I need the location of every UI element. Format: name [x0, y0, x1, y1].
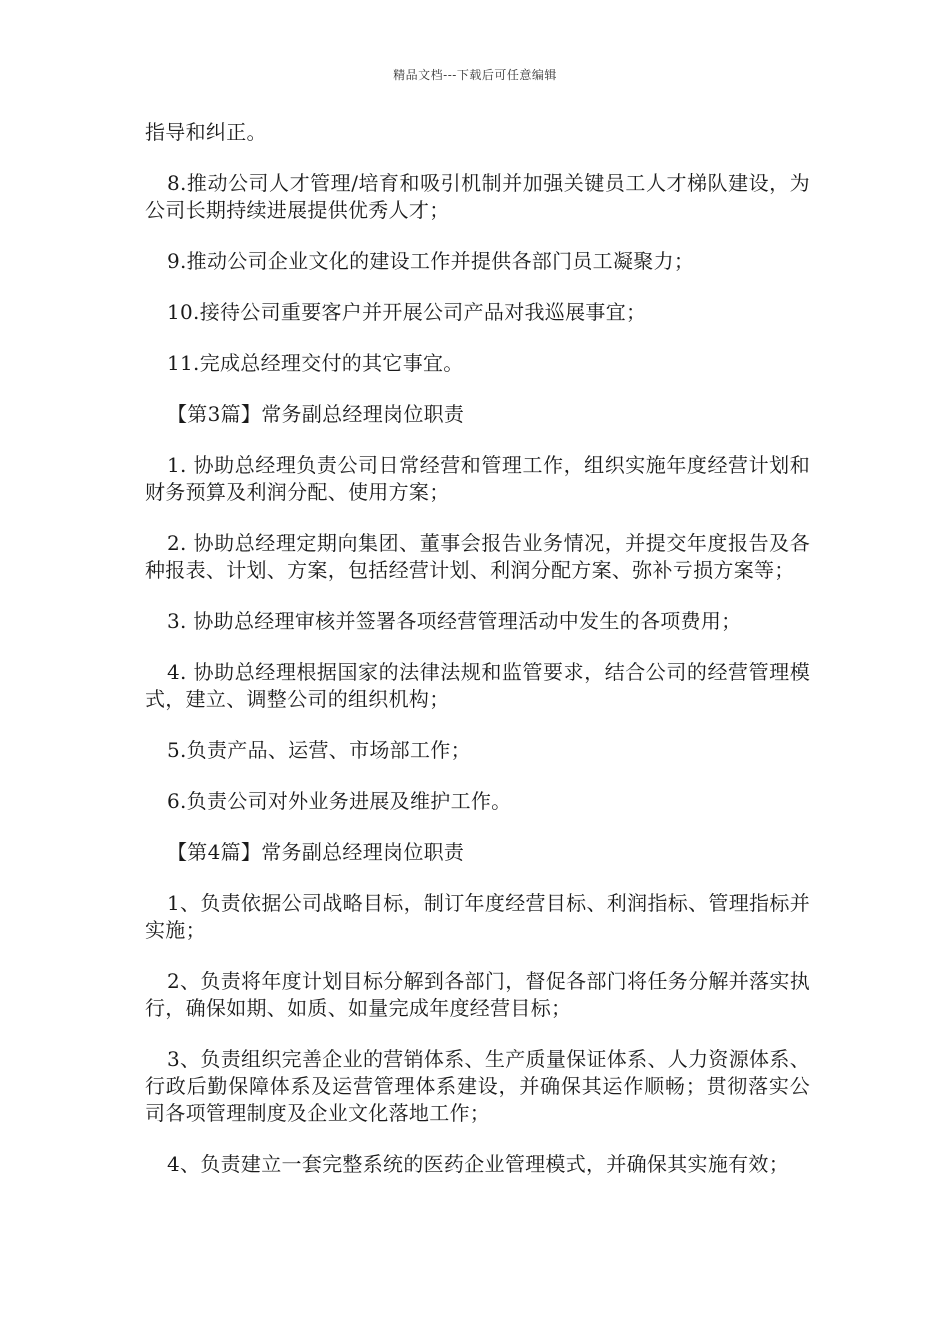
paragraph: 指导和纠正。: [145, 120, 267, 144]
paragraph: 1、负责依据公司战略目标，制订年度经营目标、利润指标、管理指标并实施；: [145, 891, 810, 942]
paragraph: 3、负责组织完善企业的营销体系、生产质量保证体系、人力资源体系、行政后勤保障体系及运营管理体系建设，并确保其运作顺畅；贯彻落实公司各项管理制度及企业文化落地工作；: [145, 1047, 810, 1125]
paragraph: 1. 协助总经理负责公司日常经营和管理工作，组织实施年度经营计划和财务预算及利润分配、使用方案；: [145, 453, 810, 504]
paragraph: 6.负责公司对外业务进展及维护工作。: [167, 789, 512, 813]
paragraph: 10.接待公司重要客户并开展公司产品对我巡展事宜；: [167, 300, 647, 324]
paragraph: 11.完成总经理交付的其它事宜。: [167, 351, 464, 375]
section-heading: 【第4篇】常务副总经理岗位职责: [167, 840, 465, 864]
paragraph: 2、负责将年度计划目标分解到各部门，督促各部门将任务分解并落实执行，确保如期、如质、如量完成年度经营目标；: [145, 969, 810, 1020]
paragraph: 9.推动公司企业文化的建设工作并提供各部门员工凝聚力；: [167, 249, 695, 273]
page-header: 精品文档---下载后可任意编辑: [393, 68, 557, 82]
paragraph: 4、负责建立一套完整系统的医药企业管理模式，并确保其实施有效；: [167, 1152, 790, 1176]
paragraph: 2. 协助总经理定期向集团、董事会报告业务情况，并提交年度报告及各种报表、计划、方案，包括经营计划、利润分配方案、弥补亏损方案等；: [145, 531, 810, 582]
section-heading: 【第3篇】常务副总经理岗位职责: [167, 402, 465, 426]
paragraph: 5.负责产品、运营、市场部工作；: [167, 738, 471, 762]
paragraph: 4. 协助总经理根据国家的法律法规和监管要求，结合公司的经营管理模式，建立、调整公司的组织机构；: [145, 660, 810, 711]
paragraph: 8.推动公司人才管理/培育和吸引机制并加强关键员工人才梯队建设，为公司长期持续进展提供优秀人才；: [145, 171, 810, 222]
paragraph: 3. 协助总经理审核并签署各项经营管理活动中发生的各项费用；: [167, 609, 742, 633]
document-body: [145, 119, 810, 1202]
